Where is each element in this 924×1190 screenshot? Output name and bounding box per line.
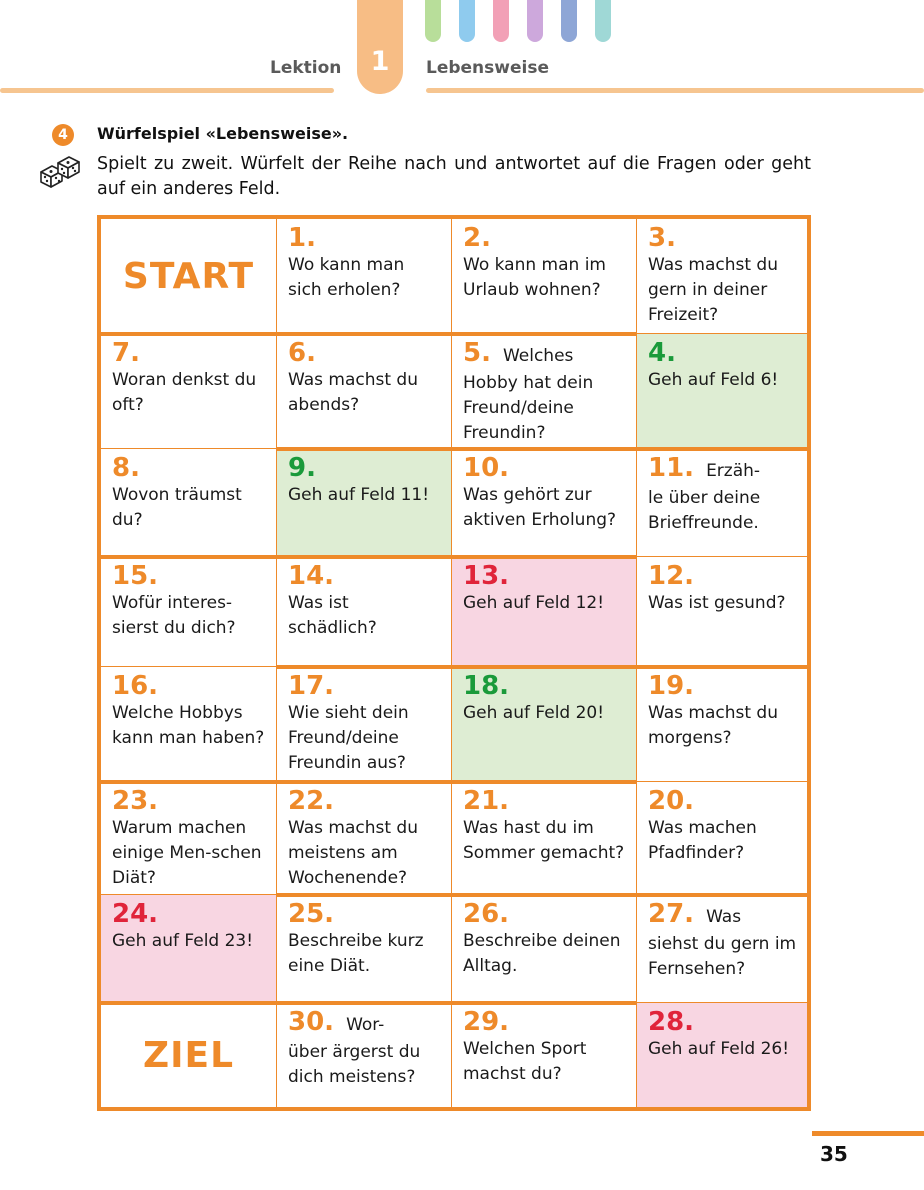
field-number: 8. <box>112 453 140 483</box>
field-8 <box>101 449 277 557</box>
field-text: Was ist schädlich? <box>288 593 377 638</box>
field-20 <box>637 782 807 895</box>
page-number: 35 <box>820 1142 848 1166</box>
header-tab-violet <box>527 0 543 42</box>
field-number: 15. <box>112 561 159 591</box>
field-number: 16. <box>112 671 159 701</box>
field-text: Geh auf Feld 20! <box>463 703 605 723</box>
field-3 <box>637 219 807 334</box>
path-divider <box>101 332 637 336</box>
field-number: 10. <box>463 453 510 483</box>
header-tab-green <box>425 0 441 42</box>
task-number-badge: 4 <box>52 124 74 146</box>
field-text: Wovon träumst du? <box>112 485 242 530</box>
field-number: 19. <box>648 671 695 701</box>
field-text: Wo kann man sich erholen? <box>288 255 405 300</box>
field-text: Was machen Pfadfinder? <box>648 818 757 863</box>
footer-line <box>812 1131 924 1136</box>
header-tab-teal <box>595 0 611 42</box>
header-line-right <box>426 88 924 93</box>
field-number: 6. <box>288 338 316 368</box>
field-number: 4. <box>648 338 676 368</box>
path-divider <box>277 447 807 451</box>
field-26 <box>452 895 637 1003</box>
field-22 <box>277 782 452 895</box>
path-divider <box>277 893 807 897</box>
field-1 <box>277 219 452 334</box>
start-field <box>101 219 277 334</box>
field-17 <box>277 667 452 782</box>
field-text: Woran denkst du oft? <box>112 370 257 415</box>
field-text: Geh auf Feld 23! <box>112 931 254 951</box>
field-6 <box>277 334 452 449</box>
field-2 <box>452 219 637 334</box>
field-text: Hobby hat dein Freund/deine Freundin? <box>463 373 594 443</box>
field-text-start: Was <box>706 907 742 927</box>
start-label: START <box>122 255 255 297</box>
field-27 <box>637 895 807 1003</box>
field-number: 12. <box>648 561 695 591</box>
field-number: 29. <box>463 1007 510 1037</box>
field-number: 13. <box>463 561 510 591</box>
path-divider <box>101 780 637 784</box>
field-12 <box>637 557 807 667</box>
goal-label: ZIEL <box>142 1034 235 1076</box>
field-number: 2. <box>463 223 491 253</box>
field-4 <box>637 334 807 449</box>
header-tab-blue <box>459 0 475 42</box>
field-text: Warum machen einige Men-schen Diät? <box>112 818 262 888</box>
field-number: 3. <box>648 223 676 253</box>
header-tab-navy <box>561 0 577 42</box>
field-23 <box>101 782 277 895</box>
task-title: Würfelspiel «Lebensweise». <box>97 124 349 143</box>
field-9 <box>277 449 452 557</box>
field-number: 25. <box>288 899 335 929</box>
field-text: Welche Hobbys kann man haben? <box>112 703 265 748</box>
field-16 <box>101 667 277 782</box>
field-text: Was hast du im Sommer gemacht? <box>463 818 625 863</box>
field-number: 5. <box>463 338 491 368</box>
field-text: Wo kann man im Urlaub wohnen? <box>463 255 606 300</box>
topic-label: Lebensweise <box>426 58 549 78</box>
field-number: 14. <box>288 561 335 591</box>
field-11 <box>637 449 807 557</box>
lesson-number: 1 <box>370 46 390 77</box>
field-15 <box>101 557 277 667</box>
field-number: 26. <box>463 899 510 929</box>
field-text: Was machst du meistens am Wochenende? <box>288 818 418 888</box>
field-number: 1. <box>288 223 316 253</box>
field-text-start: Welches <box>502 346 574 366</box>
field-text: Geh auf Feld 26! <box>648 1039 790 1059</box>
game-board <box>97 215 811 1111</box>
field-text: Was machst du gern in deiner Freizeit? <box>648 255 778 325</box>
field-text: Was ist gesund? <box>648 593 786 613</box>
field-19 <box>637 667 807 782</box>
field-text: Was gehört zur aktiven Erholung? <box>463 485 617 530</box>
field-number: 28. <box>648 1007 695 1037</box>
field-text: Was machst du abends? <box>288 370 418 415</box>
field-text: Geh auf Feld 11! <box>288 485 430 505</box>
field-30 <box>277 1003 452 1107</box>
task-description: Spielt zu zweit. Würfelt der Reihe nach und antwortet auf die Fragen oder geht auf ein anderes Feld. <box>97 154 811 199</box>
field-text: Geh auf Feld 12! <box>463 593 605 613</box>
field-text-start: Erzäh- <box>706 461 761 481</box>
field-text: Wie sieht dein Freund/deine Freundin aus? <box>288 703 409 773</box>
field-number: 22. <box>288 786 335 816</box>
field-number: 30. <box>288 1007 335 1037</box>
path-divider <box>101 555 637 559</box>
field-5 <box>452 334 637 449</box>
field-number: 9. <box>288 453 316 483</box>
field-text: siehst du gern im Fernsehen? <box>648 934 797 979</box>
field-text: Geh auf Feld 6! <box>648 370 779 390</box>
field-text-start: Wor- <box>346 1015 385 1035</box>
dice-icon <box>38 154 82 190</box>
field-13 <box>452 557 637 667</box>
field-24 <box>101 895 277 1003</box>
goal-field <box>101 1003 277 1107</box>
header-line-left <box>0 88 334 93</box>
field-number: 27. <box>648 899 695 929</box>
field-number: 20. <box>648 786 695 816</box>
field-14 <box>277 557 452 667</box>
field-10 <box>452 449 637 557</box>
field-number: 11. <box>648 453 695 483</box>
path-divider <box>277 665 807 669</box>
field-number: 7. <box>112 338 140 368</box>
field-28 <box>637 1003 807 1107</box>
field-number: 18. <box>463 671 510 701</box>
field-25 <box>277 895 452 1003</box>
field-text: Beschreibe kurz eine Diät. <box>288 931 424 976</box>
field-29 <box>452 1003 637 1107</box>
field-text: le über deine Brieffreunde. <box>648 488 761 533</box>
header-tab-pink <box>493 0 509 42</box>
field-18 <box>452 667 637 782</box>
field-number: 21. <box>463 786 510 816</box>
field-text: Beschreibe deinen Alltag. <box>463 931 621 976</box>
field-text: Welchen Sport machst du? <box>463 1039 587 1084</box>
field-text: über ärgerst du dich meistens? <box>288 1042 421 1087</box>
path-divider <box>101 1001 637 1005</box>
field-text: Was machst du morgens? <box>648 703 778 748</box>
field-number: 24. <box>112 899 159 929</box>
field-7 <box>101 334 277 449</box>
field-number: 17. <box>288 671 335 701</box>
field-number: 23. <box>112 786 159 816</box>
field-text: Wofür interes-sierst du dich? <box>112 593 236 638</box>
lektion-label: Lektion <box>270 58 342 78</box>
field-21 <box>452 782 637 895</box>
